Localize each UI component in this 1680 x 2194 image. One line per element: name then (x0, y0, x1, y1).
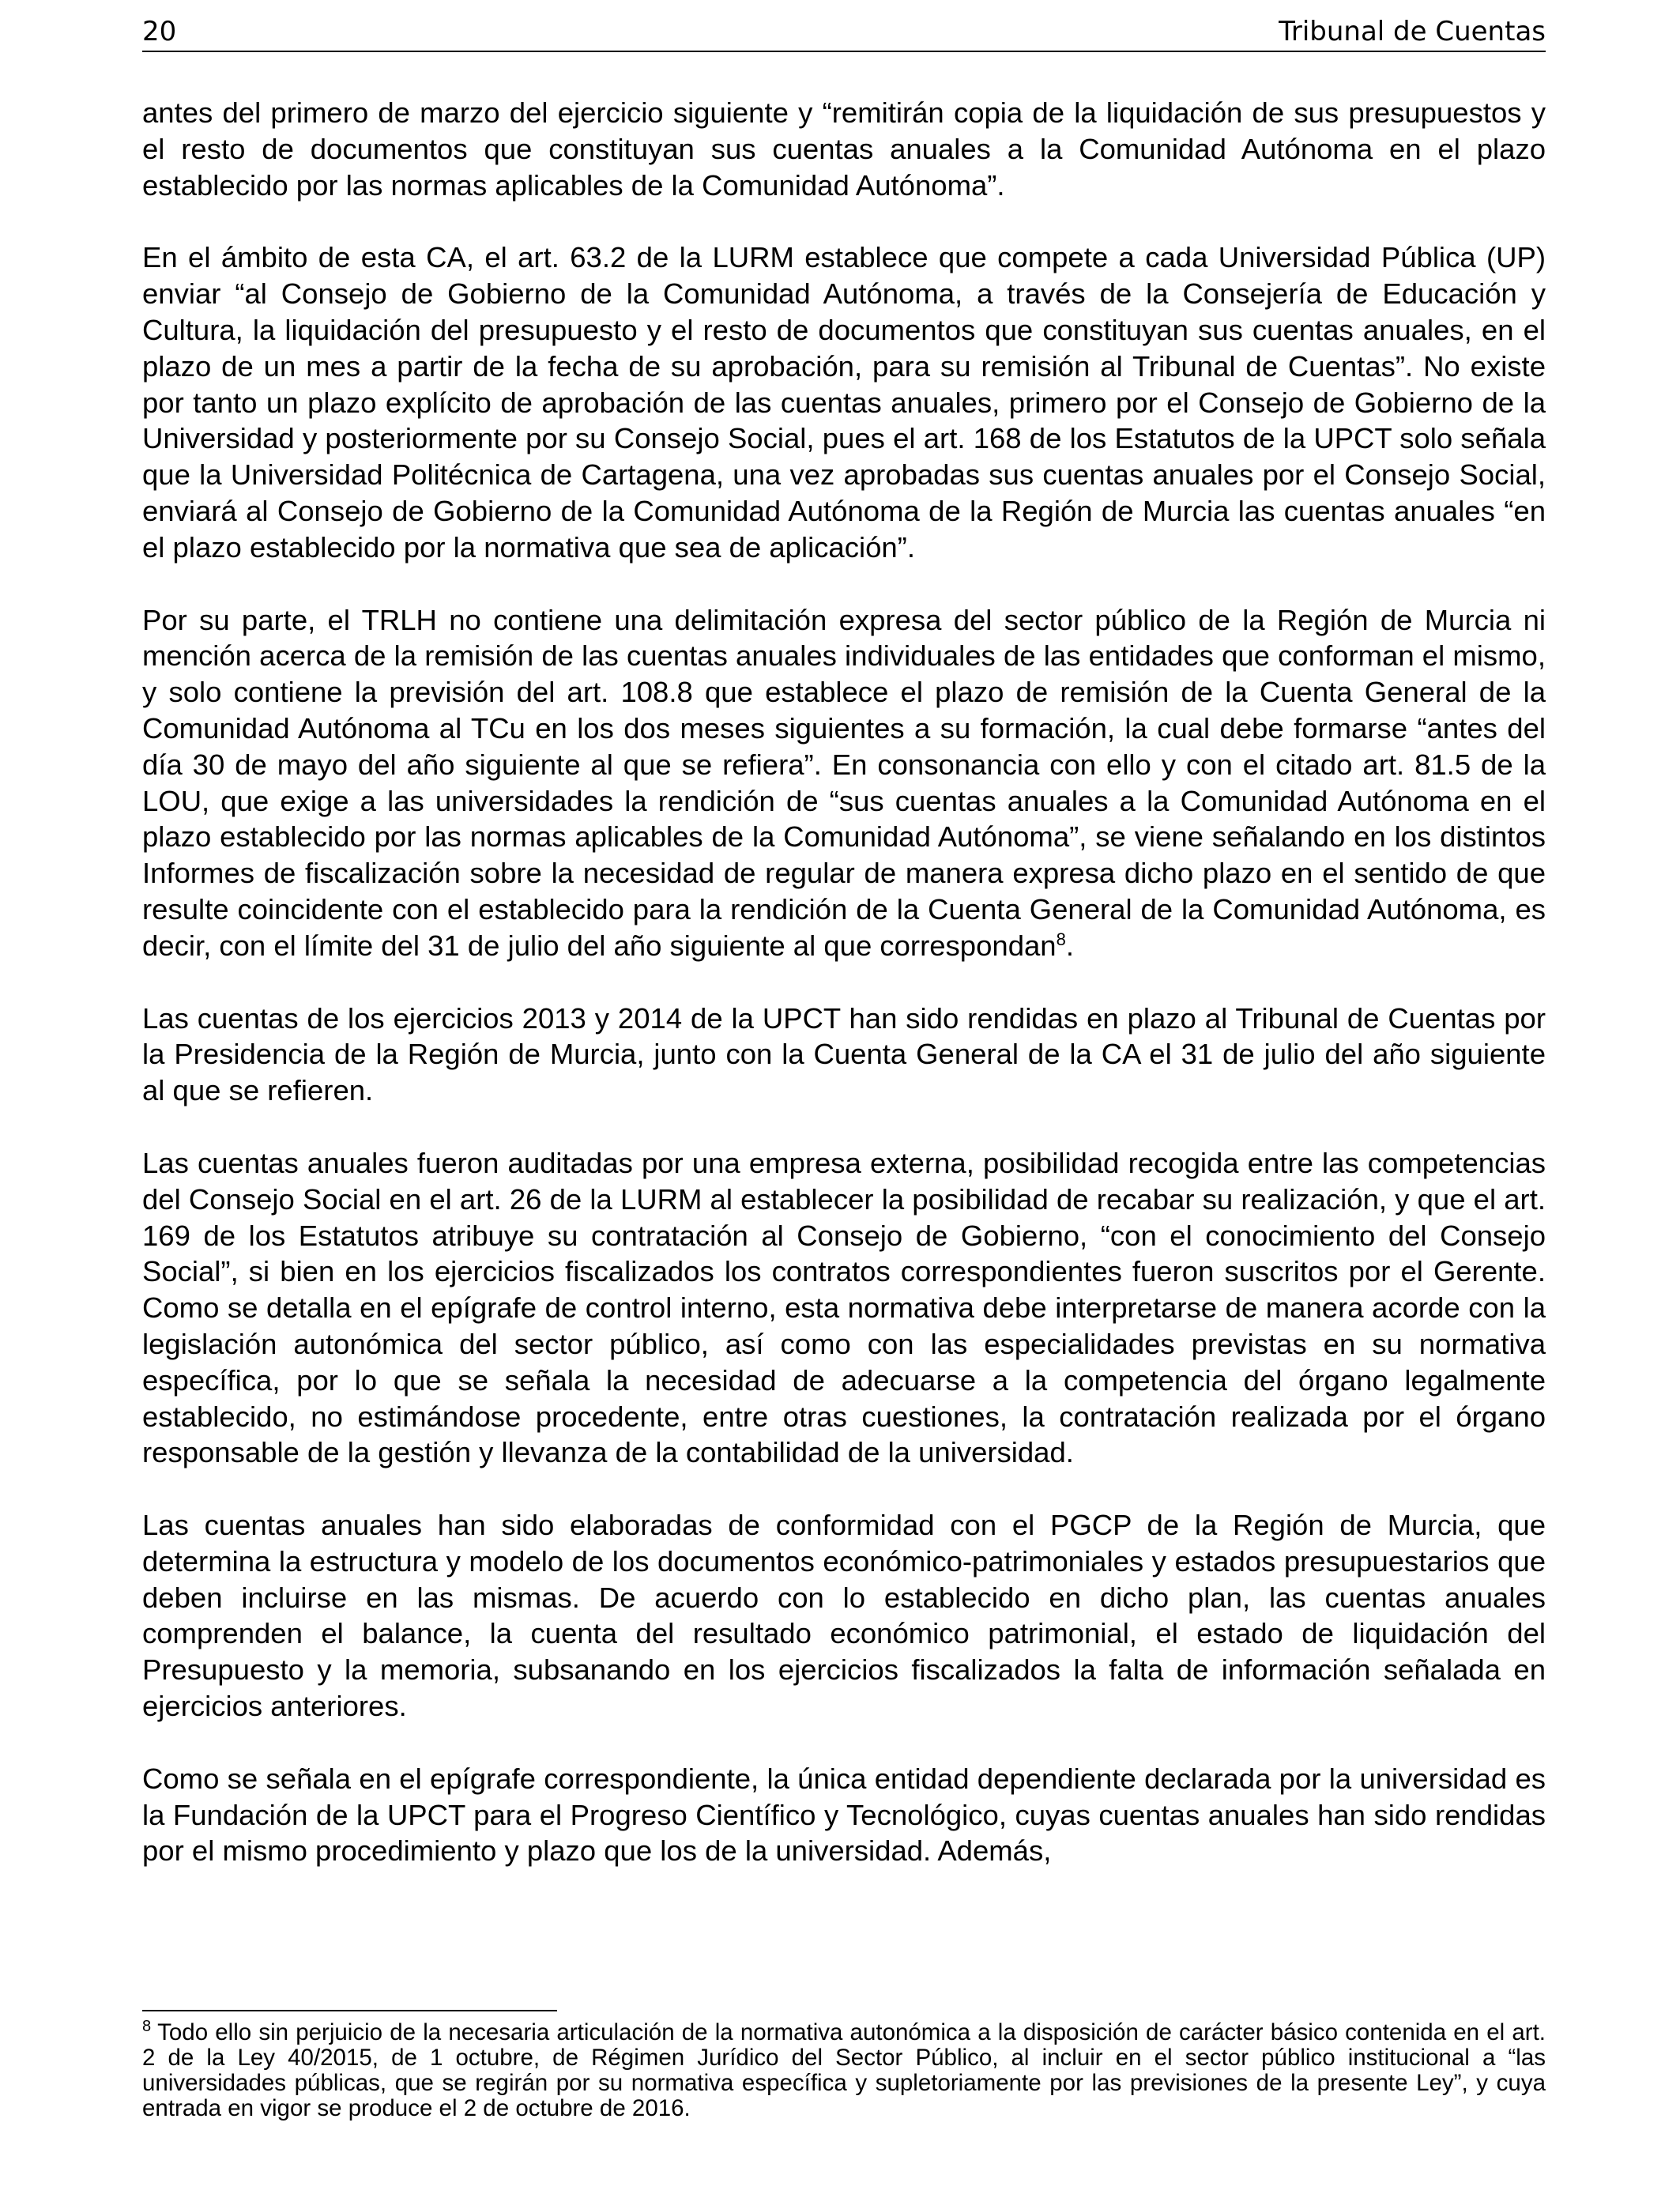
footnote-divider (142, 2010, 557, 2011)
running-title: Tribunal de Cuentas (1279, 16, 1546, 47)
footnote-paragraph (142, 2020, 1546, 2121)
paragraph-1: antes del primero de marzo del ejercicio siguiente y “remitirán copia de la liquidación de sus presupuestos y el resto de documentos que constituyan sus cuentas anuales a la Comunidad Autónoma en el plazo establecido por las normas aplicables de la Comunidad Autónoma”. (142, 96, 1546, 202)
document-page (142, 0, 1546, 2194)
paragraph-6: Las cuentas anuales han sido elaboradas de conformidad con el PGCP de la Región de Murcia, que determina la estructura y modelo de los documentos económico-patrimoniales y estados presupuestarios que deben incluirse en las mismas. De acuerdo con lo establecido en dicho plan, las cuentas anuales comprenden el balance, la cuenta del resultado económico patrimonial, el estado de liquidación del Presupuesto y la memoria, subsanando en los ejercicios fiscalizados la falta de información señalada en ejercicios anteriores. (142, 1509, 1546, 1723)
paragraph-3-text: Por su parte, el TRLH no contiene una delimitación expresa del sector público de la Región de Murcia ni mención acerca de la remisión de las cuentas anuales individuales de las entidades que conforman el mismo, y solo contiene la previsión del art. 108.8 que establece el plazo de remisión de la Cuenta General de la Comunidad Autónoma al TCu en los dos meses siguientes a su formación, la cual debe formarse “antes del día 30 de mayo del año siguiente al que se refiera”. En consonancia con ello y con el citado art. 81.5 de la LOU, que exige a las universidades la rendición de “sus cuentas anuales a la Comunidad Autónoma en el plazo establecido por las normas aplicables de la Comunidad Autónoma”, se viene señalando en los distintos Informes de fiscalización sobre la necesidad de regular de manera expresa dicho plazo en el sentido de que resulte coincidente con el establecido para la rendición de la Cuenta General de la Comunidad Autónoma, es decir, con el límite del 31 de julio del año siguiente al que correspondan (142, 603, 1546, 962)
page-number: 20 (142, 16, 177, 47)
paragraph-3-end: . (1065, 929, 1074, 962)
paragraph-3 (142, 602, 1546, 964)
body-text (142, 95, 1546, 1869)
paragraph-5: Las cuentas anuales fueron auditadas por una empresa externa, posibilidad recogida entre las competencias del Consejo Social en el art. 26 de la LURM al establecer la posibilidad de recabar su realización, y que el art. 169 de los Estatutos atribuye su contratación al Consejo de Gobierno, “con el conocimiento del Consejo Social”, si bien en los ejercicios fiscalizados los contratos correspondientes fueron suscritos por el Gerente. Como se detalla en el epígrafe de control interno, esta normativa debe interpretarse de manera acorde con la legislación autonómica del sector público, así como con las especialidades previstas en su normativa específica, por lo que se señala la necesidad de adecuarse a la competencia del órgano legalmente establecido, no estimándose procedente, entre otras cuestiones, la contratación realizada por el órgano responsable de la gestión y llevanza de la contabilidad de la universidad. (142, 1146, 1546, 1469)
footnote-reference[interactable]: 8 (1056, 929, 1066, 949)
paragraph-2: En el ámbito de esta CA, el art. 63.2 de la LURM establece que compete a cada Universidad Pública (UP) enviar “al Consejo de Gobierno de la Comunidad Autónoma, a través de la Consejería de Educación y Cultura, la liquidación del presupuesto y el resto de documentos que constituyan sus cuentas anuales, en el plazo de un mes a partir de la fecha de su aprobación, para su remisión al Tribunal de Cuentas”. No existe por tanto un plazo explícito de aprobación de las cuentas anuales, primero por el Consejo de Gobierno de la Universidad y posteriormente por su Consejo Social, pues el art. 168 de los Estatutos de la UPCT solo señala que la Universidad Politécnica de Cartagena, una vez aprobadas sus cuentas anuales por el Consejo Social, enviará al Consejo de Gobierno de la Comunidad Autónoma de la Región de Murcia las cuentas anuales “en el plazo establecido por la normativa que sea de aplicación”. (142, 241, 1546, 564)
footnote-number: 8 (142, 2018, 152, 2036)
footnote (142, 2020, 1546, 2121)
paragraph-7: Como se señala en el epígrafe correspondiente, la única entidad dependiente declarada por la universidad es la Fundación de la UPCT para el Progreso Científico y Tecnológico, cuyas cuentas anuales han sido rendidas por el mismo procedimiento y plazo que los de la universidad. Además, (142, 1762, 1546, 1868)
running-header (142, 14, 1546, 52)
footnote-text: Todo ello sin perjuicio de la necesaria articulación de la normativa autonómica a la disposición de carácter básico contenida en el art. 2 de la Ley 40/2015, de 1 octubre, de Régimen Jurídico del Sector Público, al incluir en el sector público institucional a “las universidades públicas, que se regirán por su normativa específica y supletoriamente por las previsiones de la presente Ley”, y cuya entrada en vigor se produce el 2 de octubre de 2016. (142, 2019, 1546, 2121)
paragraph-4: Las cuentas de los ejercicios 2013 y 2014 de la UPCT han sido rendidas en plazo al Tribunal de Cuentas por la Presidencia de la Región de Murcia, junto con la Cuenta General de la CA el 31 de julio del año siguiente al que se refieren. (142, 1001, 1546, 1107)
